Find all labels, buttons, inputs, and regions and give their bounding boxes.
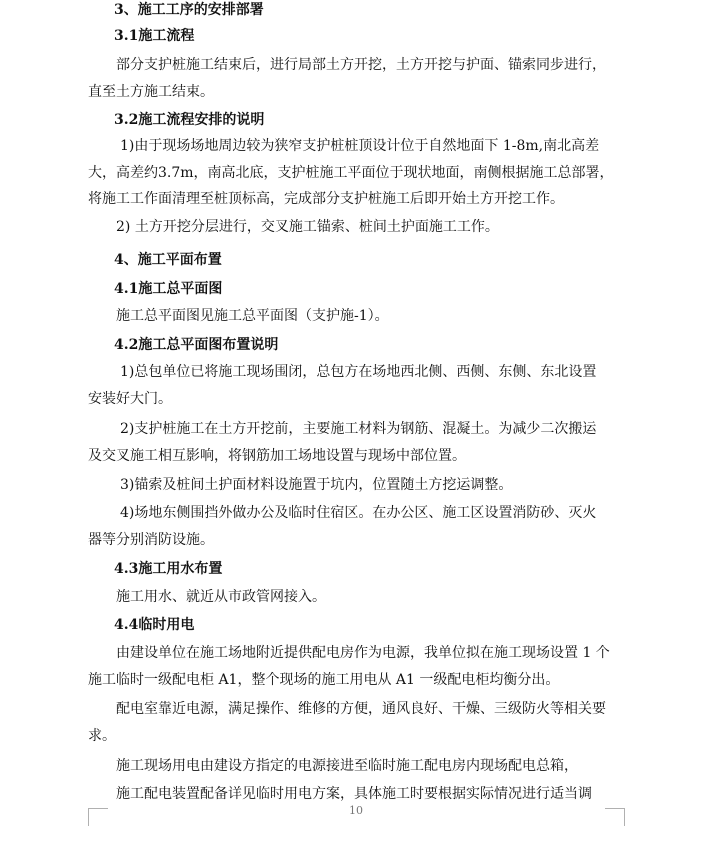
paragraph-line: 器等分别消防设施。 xyxy=(88,532,214,548)
heading-4-2: 4.2施工总平面图布置说明 xyxy=(114,337,279,353)
heading-4-3: 4.3施工用水布置 xyxy=(114,561,223,577)
heading-3-1: 3.1施工流程 xyxy=(114,28,195,44)
paragraph-line: 3)锚索及桩间土护面材料设施置于坑内，位置随土方挖运调整。 xyxy=(120,477,513,493)
page-number: 10 xyxy=(349,804,363,817)
margin-mark-left-h xyxy=(88,808,108,809)
paragraph-line: 部分支护桩施工结束后，进行局部土方开挖，土方开挖与护面、锚索同步进行， xyxy=(116,57,606,73)
paragraph-line: 施工总平面图见施工总平面图（支护施-1）。 xyxy=(116,308,389,324)
paragraph-line: 求。 xyxy=(88,728,116,744)
margin-mark-right xyxy=(624,808,625,826)
paragraph-line: 1)总包单位已将施工现场围闭，总包方在场地西北侧、西侧、东侧、东北设置 xyxy=(120,364,597,380)
margin-mark-left xyxy=(88,808,89,826)
paragraph-line: 直至土方施工结束。 xyxy=(88,84,214,100)
heading-4-1: 4.1施工总平面图 xyxy=(114,281,223,297)
paragraph-line: 2)支护桩施工在土方开挖前，主要施工材料为钢筋、混凝土。为减少二次搬运 xyxy=(120,421,597,437)
paragraph-line: 安装好大门。 xyxy=(88,391,172,407)
margin-mark-right-h xyxy=(605,808,625,809)
heading-section-4: 4、施工平面布置 xyxy=(114,252,222,268)
heading-4-4: 4.4临时用电 xyxy=(114,617,195,633)
paragraph-line: 及交叉施工相互影响，将钢筋加工场地设置与现场中部位置。 xyxy=(88,448,466,464)
paragraph-line: 2) 土方开挖分层进行，交叉施工锚索、桩间土护面施工工作。 xyxy=(116,219,499,235)
paragraph-line: 施工用水、就近从市政管网接入。 xyxy=(116,589,326,605)
paragraph-line: 施工现场用电由建设方指定的电源接进至临时施工配电房内现场配电总箱， xyxy=(116,758,578,774)
heading-3-2: 3.2施工流程安排的说明 xyxy=(114,112,265,128)
paragraph-line: 配电室靠近电源，满足操作、维修的方便，通风良好、干燥、三级防火等相关要 xyxy=(116,701,606,717)
paragraph-line: 由建设单位在施工场地附近提供配电房作为电源，我单位拟在施工现场设置 1 个 xyxy=(116,645,610,661)
paragraph-line: 1)由于现场场地周边较为狭窄支护桩桩顶设计位于自然地面下 1-8m,南北高差 xyxy=(120,138,600,154)
paragraph-line: 大，高差约3.7m，南高北底，支护桩施工平面位于现状地面，南侧根据施工总部署， xyxy=(88,165,614,181)
paragraph-line: 4)场地东侧围挡外做办公及临时住宿区。在办公区、施工区设置消防砂、灭火 xyxy=(120,505,597,521)
paragraph-line: 施工临时一级配电柜 A1，整个现场的施工用电从 A1 一级配电柜均衡分出。 xyxy=(88,672,560,688)
paragraph-line: 施工配电装置配备详见临时用电方案，具体施工时要根据实际情况进行适当调 xyxy=(116,786,592,802)
heading-section-3: 3、施工工序的安排部署 xyxy=(114,2,264,18)
paragraph-line: 将施工工作面清理至桩顶标高，完成部分支护桩施工后即开始土方开挖工作。 xyxy=(88,191,564,207)
